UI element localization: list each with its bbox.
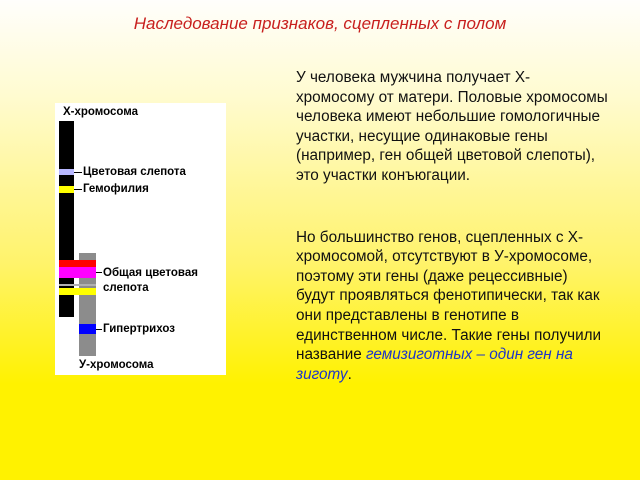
chromosome-diagram [55,103,226,375]
color-blindness-band [59,169,74,175]
y-chromosome-label: У-хромосома [79,359,154,371]
slide-title: Наследование признаков, сцепленных с полом [133,14,507,33]
hemophilia-tick [74,189,82,190]
hemizygous-term: гемизиготных – один ген на зиготу [296,346,573,383]
hemophilia-band [59,186,74,193]
hypertrichosis-tick [96,329,102,330]
hemophilia-label: Гемофилия [83,183,149,195]
color-blindness-label: Цветовая слепота [83,166,186,178]
paragraph-2-end: . [347,365,352,383]
shared-band-yellow [59,288,96,295]
common-color-blindness-tick [96,272,102,273]
shared-band-magenta [59,267,96,278]
hypertrichosis-label: Гипертрихоз [103,323,175,335]
common-color-blindness-label-1: Общая цветовая [103,267,198,279]
x-chromosome-label: X-хромосома [63,106,139,118]
paragraph-2-text: Но большинство генов, сцепленных с X-хромосомой, отсутствуют в У-хромосоме, поэтому эти гены (даже рецессивные) будут проявляться фенотипически, так как они представлены в генотипе в единственном числе. Такие гены получили название [296,228,602,364]
slide-text [296,68,608,384]
paragraph-2 [296,228,608,385]
common-color-blindness-label-2: слепота [103,282,149,294]
shared-band-red [59,260,96,267]
color-blindness-tick [74,172,82,173]
shared-band-gray [59,284,96,286]
paragraph-1: У человека мужчина получает X-хромосому от матери. Половые хромосомы человека имеют небольшие гомологичные участки, несущие одинаковые гены (например, ген общей цветовой слепоты), это участки конъюгации. [296,69,608,184]
hypertrichosis-band [79,324,96,334]
